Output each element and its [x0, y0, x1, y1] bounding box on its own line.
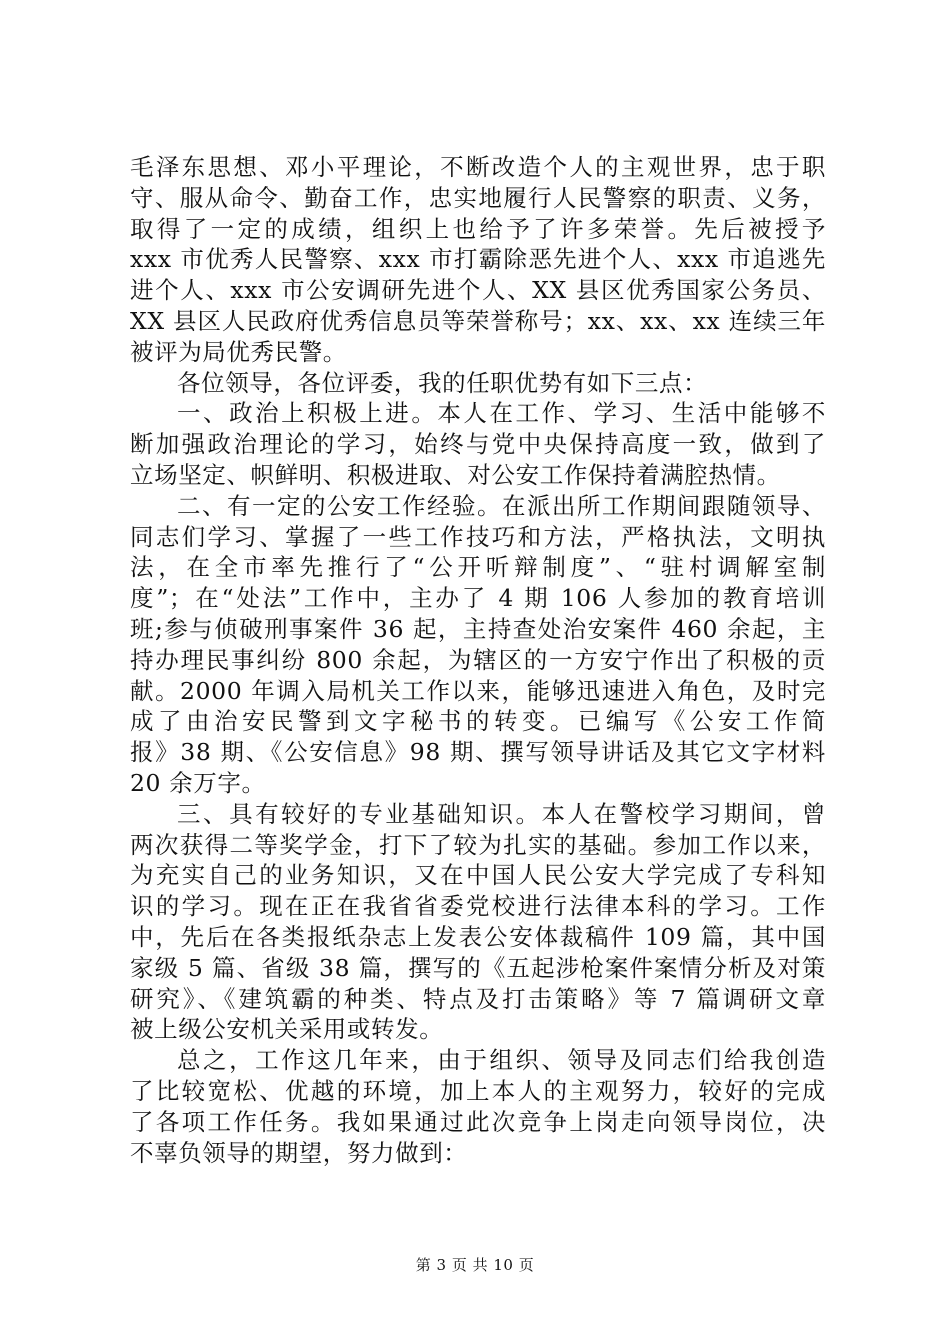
text-line: 研究》、《建筑霸的种类、特点及打击策略》等 7 篇调研文章	[130, 984, 826, 1013]
text-line: 持办理民事纠纷 800 余起，为辖区的一方安宁作出了积极的贡	[130, 645, 826, 674]
page-number-label: 第 3 页 共 10 页	[415, 1256, 535, 1274]
text-line: 一、政治上积极上进。本人在工作、学习、生活中能够不	[177, 399, 826, 428]
text-line: 同志们学习、掌握了一些工作技巧和方法，严格执法，文明执	[130, 522, 826, 551]
text-line: 进个人、xxx 市公安调研先进个人、XX 县区优秀国家公务员、	[130, 276, 826, 305]
text-line: 20 余万字。	[130, 768, 266, 797]
text-line: 了各项工作任务。我如果通过此次竞争上岗走向领导岗位，决	[130, 1107, 826, 1136]
text-line: 成了由治安民警到文字秘书的转变。已编写《公安工作简	[130, 707, 826, 736]
text-line: 被上级公安机关采用或转发。	[130, 1015, 444, 1044]
document-body	[130, 152, 826, 1168]
text-line: 立场坚定、帜鲜明、积极进取、对公安工作保持着满腔热情。	[130, 460, 781, 489]
text-line: XX 县区人民政府优秀信息员等荣誉称号；xx、xx、xx 连续三年	[130, 306, 826, 335]
text-line: 献。2000 年调入局机关工作以来，能够迅速进入角色，及时完	[130, 676, 826, 705]
text-line: 家级 5 篇、省级 38 篇，撰写的《五起涉枪案件案情分析及对策	[130, 953, 826, 982]
text-line: 两次获得二等奖学金，打下了较为扎实的基础。参加工作以来，	[130, 830, 826, 859]
text-line: 不辜负领导的期望，努力做到：	[130, 1138, 468, 1167]
text-line: 二、有一定的公安工作经验。在派出所工作期间跟随领导、	[177, 491, 826, 520]
text-line: 取得了一定的成绩，组织上也给予了许多荣誉。先后被授予	[130, 214, 826, 243]
text-line: 毛泽东思想、邓小平理论，不断改造个人的主观世界，忠于职	[130, 153, 826, 181]
text-line: 守、服从命令、勤奋工作，忠实地履行人民警察的职责、义务，	[130, 183, 826, 212]
text-line: 各位领导，各位评委，我的任职优势有如下三点：	[177, 368, 708, 397]
text-line: 断加强政治理论的学习，始终与党中央保持高度一致，做到了	[130, 430, 826, 459]
text-line: 法，在全市率先推行了“公开听辩制度”、“驻村调解室制	[130, 553, 826, 582]
text-line: 为充实自己的业务知识，又在中国人民公安大学完成了专科知	[130, 861, 826, 890]
text-line: 总之，工作这几年来，由于组织、领导及同志们给我创造	[177, 1046, 826, 1075]
text-line: 中，先后在各类报纸杂志上发表公安体裁稿件 109 篇，其中国	[130, 922, 826, 951]
text-line: 班;参与侦破刑事案件 36 起，主持查处治安案件 460 余起，主	[130, 614, 826, 643]
text-line: 三、具有较好的专业基础知识。本人在警校学习期间，曾	[177, 799, 826, 828]
text-line: 识的学习。现在正在我省省委党校进行法律本科的学习。工作	[130, 892, 826, 921]
text-line: 被评为局优秀民警。	[130, 337, 347, 366]
text-line: 了比较宽松、优越的环境，加上本人的主观努力，较好的完成	[130, 1076, 826, 1105]
text-line: 报》38 期、《公安信息》98 期、撰写领导讲话及其它文字材料	[130, 738, 826, 767]
page-footer	[0, 1254, 950, 1275]
text-line: 度”；在“处法”工作中，主办了 4 期 106 人参加的教育培训	[130, 584, 826, 613]
text-line: xxx 市优秀人民警察、xxx 市打霸除恶先进个人、xxx 市追逃先	[130, 245, 826, 274]
